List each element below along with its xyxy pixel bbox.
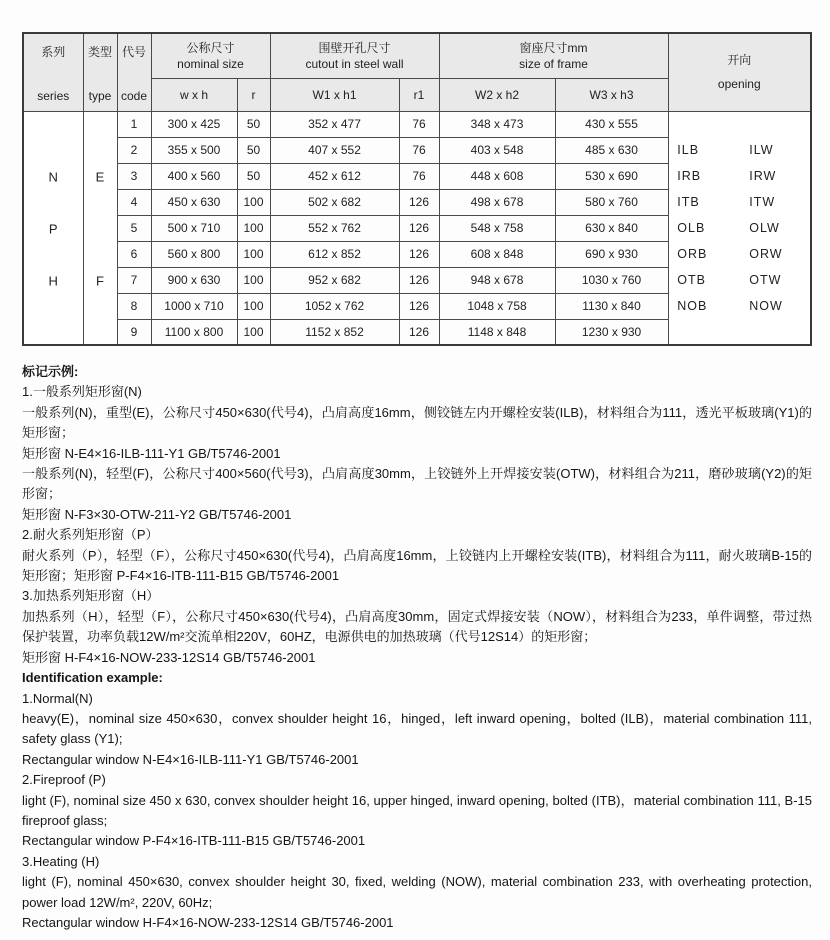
- cutout-label-cn: 围壁开孔尺寸: [318, 40, 391, 55]
- col-header-series: [23, 33, 83, 111]
- cell-w1h1: 552 x 762: [270, 215, 399, 241]
- opening-code: OTB: [677, 272, 706, 287]
- cell-r: 100: [237, 215, 270, 241]
- note-normal-light-desc-cn: 一般系列(N)，轻型(F)，公称尺寸400×560(代号3)，凸肩高度30mm，上铰链外上开焊接安装(OTW)，材料组合为211，磨砂玻璃(Y2)的矩形窗；: [22, 466, 812, 502]
- cell-w3h3: 1030 x 760: [555, 267, 668, 293]
- cell-w3h3: 485 x 630: [555, 137, 668, 163]
- cell-r: 50: [237, 111, 270, 137]
- cell-r1: 126: [399, 241, 439, 267]
- cell-w1h1: 1152 x 852: [270, 319, 399, 345]
- cell-code: 2: [117, 137, 151, 163]
- col-header-type: [83, 33, 117, 111]
- code-label-en: code: [120, 89, 148, 104]
- cell-code: 7: [117, 267, 151, 293]
- cell-w2h2: 948 x 678: [439, 267, 555, 293]
- cell-w1h1: 407 x 552: [270, 137, 399, 163]
- subcol-r: r: [237, 78, 270, 111]
- cell-code: 6: [117, 241, 151, 267]
- opening-code: NOW: [749, 298, 783, 313]
- nominal-label-cn: 公称尺寸: [186, 40, 235, 55]
- frame-label-cn: 窗座尺寸mm: [519, 40, 588, 55]
- table-body: [23, 111, 811, 345]
- table-header: [23, 33, 811, 111]
- cell-r: 50: [237, 137, 270, 163]
- series-N: N: [48, 169, 58, 184]
- cell-w2h2: 1048 x 758: [439, 293, 555, 319]
- opening-code: IRB: [677, 168, 702, 183]
- cell-w3h3: 580 x 760: [555, 189, 668, 215]
- cell-r: 100: [237, 293, 270, 319]
- note-fireproof-desc-en: light (F), nominal size 450 x 630, convex shoulder height 16, upper hinged, inward opening, bolted (ITB)，material combination 111, B-15 fireproof glass;: [22, 792, 812, 828]
- cell-w3h3: 690 x 930: [555, 241, 668, 267]
- cell-code: 5: [117, 215, 151, 241]
- type-label-en: type: [88, 89, 112, 104]
- cell-r1: 126: [399, 267, 439, 293]
- cell-r: 100: [237, 267, 270, 293]
- cell-r: 50: [237, 163, 270, 189]
- series-label-cn: 系列: [41, 45, 66, 60]
- note-normal-heavy-desc-cn: 一般系列(N)，重型(E)，公称尺寸450×630(代号4)，凸肩高度16mm，侧铰链左内开螺栓安装(ILB)，材料组合为111，透光平板玻璃(Y1)的矩形窗；: [22, 404, 812, 441]
- cell-code: 1: [117, 111, 151, 137]
- cell-w3h3: 1230 x 930: [555, 319, 668, 345]
- frame-label-en: size of frame: [519, 56, 588, 71]
- cell-w3h3: 530 x 690: [555, 163, 668, 189]
- cell-wh: 300 x 425: [151, 111, 237, 137]
- identification-notes: [22, 362, 812, 933]
- note-section-3-cn: 3.加热系列矩形窗（H）: [22, 588, 160, 604]
- notes-title-en: Identification example:: [22, 670, 163, 686]
- opening-code: ORW: [749, 246, 783, 261]
- subcol-w3h3: W3 x h3: [555, 78, 668, 111]
- opening-code: IRW: [749, 168, 777, 183]
- cell-w3h3: 1130 x 840: [555, 293, 668, 319]
- col-header-nominal-size: [151, 33, 270, 78]
- notes-title-cn: 标记示例:: [22, 364, 79, 379]
- opening-label-cn: 开向: [727, 53, 752, 68]
- note-normal-desc-en: heavy(E)，nominal size 450×630，convex shoulder height 16，hinged，left inward opening，bolted (ILB)，material combination 111, safety glass (Y1);: [22, 710, 812, 747]
- cell-w2h2: 498 x 678: [439, 189, 555, 215]
- type-cell: [83, 111, 117, 345]
- opening-code: OLB: [677, 220, 706, 235]
- cell-w3h3: 630 x 840: [555, 215, 668, 241]
- cell-w1h1: 952 x 682: [270, 267, 399, 293]
- cell-code: 3: [117, 163, 151, 189]
- subcol-r1: r1: [399, 78, 439, 111]
- cell-r1: 126: [399, 215, 439, 241]
- series-H: H: [48, 273, 58, 288]
- type-label-cn: 类型: [87, 45, 112, 60]
- subcol-w1h1: W1 x h1: [270, 78, 399, 111]
- cell-wh: 400 x 560: [151, 163, 237, 189]
- cell-wh: 1000 x 710: [151, 293, 237, 319]
- cell-r: 100: [237, 241, 270, 267]
- col-header-frame-size: [439, 33, 668, 78]
- cell-r: 100: [237, 319, 270, 345]
- nominal-label-en: nominal size: [177, 56, 244, 71]
- cell-w3h3: 430 x 555: [555, 111, 668, 137]
- cell-w2h2: 403 x 548: [439, 137, 555, 163]
- cell-code: 4: [117, 189, 151, 215]
- series-cell: [23, 111, 83, 345]
- opening-code: OLW: [749, 220, 780, 235]
- series-P: P: [48, 221, 58, 236]
- cell-w2h2: 348 x 473: [439, 111, 555, 137]
- cell-wh: 450 x 630: [151, 189, 237, 215]
- window-spec-table: [22, 32, 812, 346]
- note-normal-code-en: Rectangular window N-E4×16-ILB-111-Y1 GB/T5746-2001: [22, 751, 359, 767]
- note-section-2-cn: 2.耐火系列矩形窗（P）: [22, 527, 159, 543]
- cell-r1: 126: [399, 189, 439, 215]
- cell-w2h2: 548 x 758: [439, 215, 555, 241]
- opening-codes: [671, 137, 809, 319]
- cell-wh: 900 x 630: [151, 267, 237, 293]
- note-heating-desc-en: light (F), nominal 450×630, convex shoulder height 30, fixed, welding (NOW), material combination 233, with overheating protection, power load 12W/m², 220V, 60Hz;: [22, 874, 812, 910]
- subcol-wh: w x h: [151, 78, 237, 111]
- note-normal-light-code-cn: 矩形窗 N-F3×30-OTW-211-Y2 GB/T5746-2001: [22, 506, 292, 522]
- opening-code: ITW: [749, 194, 776, 209]
- cell-code: 8: [117, 293, 151, 319]
- note-heating-code-cn: 矩形窗 H-F4×16-NOW-233-12S14 GB/T5746-2001: [22, 649, 316, 665]
- note-heating-desc-cn: 加热系列（H），轻型（F），公称尺寸450×630(代号4)，凸肩高度30mm，固定式焊接安装（NOW），材料组合为233，单件调整，带过热保护装置，功率负载12W/m²交流单相220V，60HZ，电源供电的加热玻璃（代号12S14）的矩形窗；: [22, 608, 812, 645]
- type-E: E: [95, 169, 105, 184]
- opening-code: ILB: [677, 142, 700, 157]
- col-header-code: [117, 33, 151, 111]
- cell-wh: 560 x 800: [151, 241, 237, 267]
- note-fireproof-code-en: Rectangular window P-F4×16-ITB-111-B15 GB/T5746-2001: [22, 833, 366, 849]
- opening-label-en: opening: [717, 77, 761, 92]
- col-header-opening: [668, 33, 811, 111]
- cell-w1h1: 352 x 477: [270, 111, 399, 137]
- cell-r1: 76: [399, 163, 439, 189]
- col-header-cutout: [270, 33, 439, 78]
- cell-w2h2: 608 x 848: [439, 241, 555, 267]
- note-section-2-en: 2.Fireproof (P): [22, 772, 106, 788]
- note-section-3-en: 3.Heating (H): [22, 853, 100, 869]
- code-label-cn: 代号: [121, 45, 146, 60]
- cell-wh: 355 x 500: [151, 137, 237, 163]
- cell-w2h2: 1148 x 848: [439, 319, 555, 345]
- cell-w1h1: 612 x 852: [270, 241, 399, 267]
- cell-code: 9: [117, 319, 151, 345]
- cell-w1h1: 452 x 612: [270, 163, 399, 189]
- note-section-1-en: 1.Normal(N): [22, 690, 93, 706]
- cell-w2h2: 448 x 608: [439, 163, 555, 189]
- note-normal-heavy-code-cn: 矩形窗 N-E4×16-ILB-111-Y1 GB/T5746-2001: [22, 445, 281, 461]
- type-F: F: [96, 273, 104, 288]
- opening-code: ITB: [677, 194, 700, 209]
- cell-w1h1: 1052 x 762: [270, 293, 399, 319]
- cell-r1: 126: [399, 319, 439, 345]
- cell-r1: 126: [399, 293, 439, 319]
- note-section-1-cn: 1.一般系列矩形窗(N): [22, 384, 142, 400]
- table-row: [23, 111, 811, 137]
- cell-w1h1: 502 x 682: [270, 189, 399, 215]
- cell-r: 100: [237, 189, 270, 215]
- opening-code: NOB: [677, 298, 708, 313]
- opening-code: OTW: [749, 272, 782, 287]
- cutout-label-en: cutout in steel wall: [305, 56, 404, 71]
- series-label-en: series: [37, 89, 70, 104]
- note-fireproof-desc-cn: 耐火系列（P），轻型（F），公称尺寸450×630(代号4)，凸肩高度16mm，上铰链内上开螺栓安装(ITB)，材料组合为111，耐火玻璃B-15的矩形窗；矩形窗 P-F4×16-ITB-111-B15 GB/T5746-2001: [22, 547, 812, 584]
- cell-wh: 1100 x 800: [151, 319, 237, 345]
- note-heating-code-en: Rectangular window H-F4×16-NOW-233-12S14 GB/T5746-2001: [22, 914, 394, 930]
- subcol-w2h2: W2 x h2: [439, 78, 555, 111]
- cell-r1: 76: [399, 111, 439, 137]
- cell-wh: 500 x 710: [151, 215, 237, 241]
- opening-cell: [668, 111, 811, 345]
- cell-r1: 76: [399, 137, 439, 163]
- opening-code: ORB: [677, 246, 708, 261]
- opening-code: ILW: [749, 142, 774, 157]
